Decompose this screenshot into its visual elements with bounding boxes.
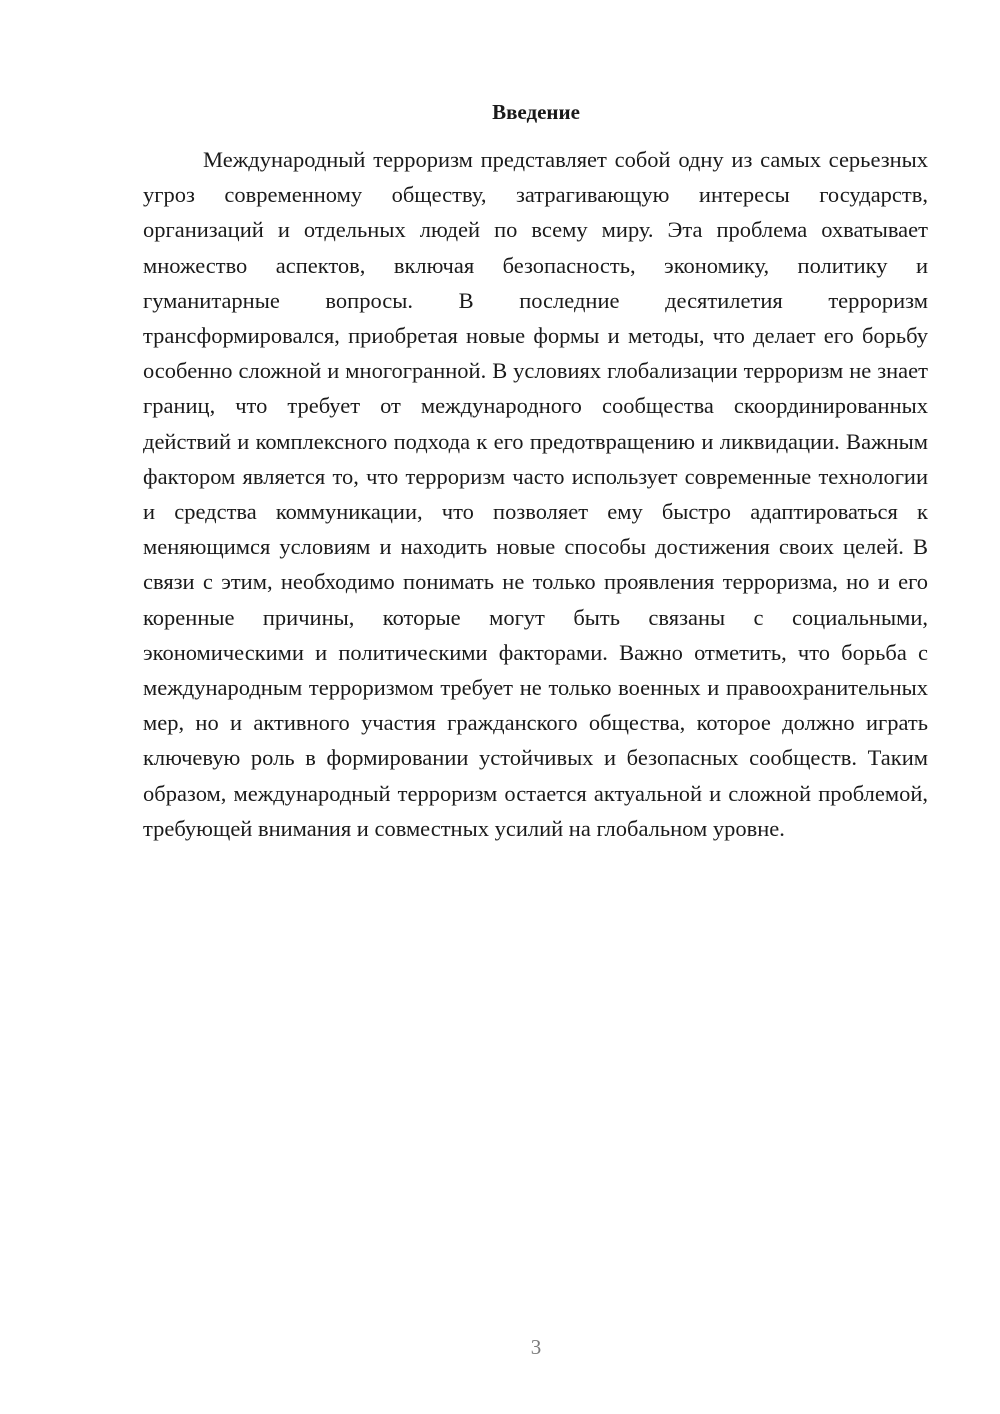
page-number: 3 [530,1335,542,1359]
body-paragraph: Международный терроризм представляет собой одну из самых серьезных угроз современному обществу, затрагивающую интересы государств, организаций и отдельных людей по всему миру. Эта проблема охватывает множество аспектов, включая безопасность, экономику, политику и гуманитарные вопросы. В последние десятилетия терроризм трансформировался, приобретая новые формы и методы, что делает его борьбу особенно сложной и многогранной. В условиях глобализации терроризм не знает границ, что требует от международного сообщества скоординированных действий и комплексного подхода к его предотвращению и ликвидации. Важным фактором является то, что терроризм часто использует современные технологии и средства коммуникации, что позволяет ему быстро адаптироваться к меняющимся условиям и находить новые способы достижения своих целей. В связи с этим, необходимо понимать не только проявления терроризма, но и его коренные причины, которые могут быть связаны с социальными, экономическими и политическими факторами. Важно отметить, что борьба с международным терроризмом требует не только военных и правоохранительных мер, но и активного участия гражданского общества, которое должно играть ключевую роль в формировании устойчивых и безопасных сообществ. Таким образом, международный терроризм остается актуальной и сложной проблемой, требующей внимания и совместных усилий на глобальном уровне. [143,147,928,841]
section-heading: Введение [492,100,580,124]
